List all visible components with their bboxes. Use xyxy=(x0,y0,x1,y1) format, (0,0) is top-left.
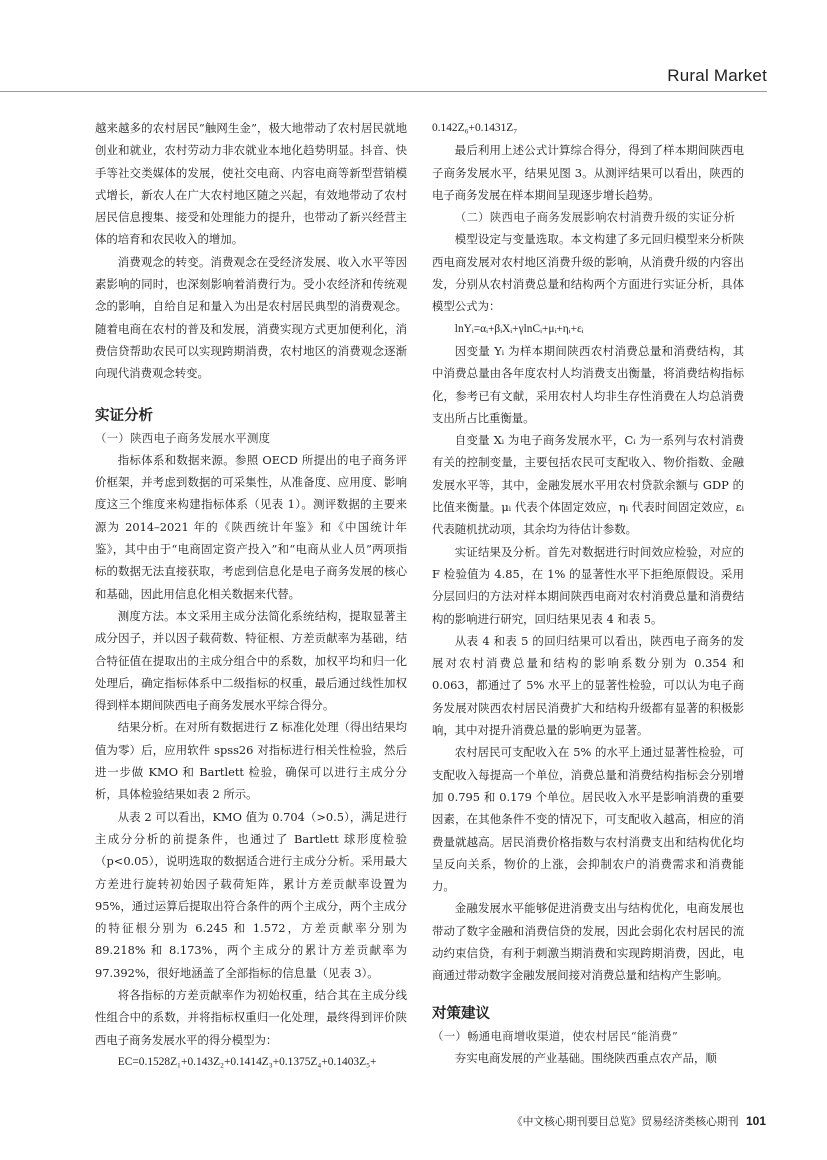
paragraph: 从表 4 和表 5 的回归结果可以看出，陕西电子商务的发展对农村消费总量和结构的影响系数分别为 0.354 和 0.063，都通过了 5% 水平上的显著性检验，可以认为电子商务发展对陕西农村居民消费扩大和结构升级都有显著的积极影响，其中对提升消费总量的影响更为显著。 xyxy=(432,633,744,738)
running-header-title: Rural Market xyxy=(667,66,767,85)
paragraph: 实证结果及分析。首先对数据进行时间效应检验，对应的 F 检验值为 4.85，在 1% 的显著性水平下拒绝原假设。采用分层回归的方法对样本期间陕西电商对农村消费总量和消费结构的影响进行研究，回归结果见表 4 和表 5。 xyxy=(432,544,744,626)
paragraph: 最后利用上述公式计算综合得分，得到了样本期间陕西电子商务发展水平，结果见图 3。从测评结果可以看出，陕西的电子商务发展在样本期间呈现逐步增长趋势。 xyxy=(432,143,744,202)
paragraph: 因变量 Yᵢ 为样本期间陕西农村消费总量和消费结构，其中消费总量由各年度农村人均消费支出衡量，将消费结构指标化，参考已有文献，采用农村人均非生存性消费在人均总消费支出所占比重衡量。 xyxy=(432,343,744,425)
section-heading-empirical: 实证分析 xyxy=(95,407,153,424)
paragraph: 夯实电商发展的产业基础。围绕陕西重点农产品，顺 xyxy=(454,1050,717,1065)
formula-continuation: 0.142Z₆+0.1431Z₇ xyxy=(432,122,518,134)
page-footer xyxy=(512,1114,766,1129)
paragraph: 从表 2 可以看出，KMO 值为 0.704（>0.5），满足进行主成分分析的前提条件，也通过了 Bartlett 球形度检验（p<0.05），说明选取的数据适合进行主成分分析。采用最大方差进行旋转初始因子载荷矩阵，累计方差贡献率设置为 95%，通过运算后提取出符合条件的两个主成分，两个主成分的特征根分别为 6.245 和 1.572，方差贡献率分别为 89.218% 和 8.173%，两个主成分的累计方差贡献率为 97.392%，很好地涵盖了全部指标的信息量（见表 3）。 xyxy=(95,809,407,980)
paragraph: 自变量 Xᵢ 为电子商务发展水平，Cᵢ 为一系列与农村消费有关的控制变量，主要包括农民可支配收入、物价指数、金融发展水平等，其中，金融发展水平用农村贷款余额与 GDP 的比值来衡量。μᵢ 代表个体固定效应，ηᵢ 代表时间固定效应，εᵢ 代表随机扰动项，其余均为待估计参数。 xyxy=(432,433,744,537)
left-column xyxy=(95,117,407,1073)
paragraph: 消费观念的转变。消费观念在受经济发展、收入水平等因素影响的同时，也深刻影响着消费行为。受小农经济和传统观念的影响，自给自足和量入为出是农村居民典型的消费观念。随着电商在农村的普及和发展，消费实现方式更加便利化，消费信贷帮助农民可以实现跨期消费，农村地区的消费观念逐渐向现代消费观念转变。 xyxy=(95,254,407,381)
formula-regression-model: lnYᵢ=αᵢ+βᵢXᵢ+γlnCᵢ+μᵢ+ηᵢ+εᵢ xyxy=(454,322,584,335)
paragraph: 金融发展水平能够促进消费支出与结构优化，电商发展也带动了数字金融和消费信贷的发展，因此会弱化农村居民的流动约束信贷，有利于刺激当期消费和实现跨期消费，因此，电商通过带动数字金融发展间接对消费总量和结构产生影响。 xyxy=(432,901,744,983)
subsection-heading: （一）陕西电子商务发展水平测度 xyxy=(95,430,271,445)
paragraph: 农村居民可支配收入在 5% 的水平上通过显著性检验，可支配收入每提高一个单位，消费总量和消费结构指标会分别增加 0.795 和 0.179 个单位。居民收入水平是影响消费的重要因素，在其他条件不变的情况下，可支配收入越高，相应的消费量就越高。居民消费价格指数与农村消费支出和结构优化均呈反向关系，物价的上涨，会抑制农户的消费需求和消费能力。 xyxy=(432,745,744,894)
section-heading-policy: 对策建议 xyxy=(432,1005,490,1022)
paragraph: 结果分析。在对所有数据进行 Z 标准化处理（得出结果均值为零）后，应用软件 spss26 对指标进行相关性检验，然后进一步做 KMO 和 Bartlett 检验，确保可以进行主成分分析，具体检验结果如表 2 所示。 xyxy=(95,720,407,802)
page-number: 101 xyxy=(745,1114,766,1128)
paragraph: 测度方法。本文采用主成分法简化系统结构，提取显著主成分因子，并以因子载荷数、特征根、方差贡献率为基础，结合特征值在提取出的主成分组合中的系数，加权平均和归一化处理后，确定指标体系中二级指标的权重，最后通过线性加权得到样本期间陕西电子商务发展水平综合得分。 xyxy=(95,608,407,713)
formula-score-model: EC=0.1528Z₁+0.143Z₂+0.1414Z₃+0.1375Z₄+0.1403Z₅+ xyxy=(117,1055,377,1068)
footer-journal: 《中文核心期刊要目总览》贸易经济类核心期刊 xyxy=(511,1115,739,1128)
paragraph: 指标体系和数据来源。参照 OECD 所提出的电子商务评价框架，并考虑到数据的可采集性，从准备度、应用度、影响度这三个维度来构建指标体系（见表 1）。测评数据的主要来源为 2014–2021 年的《陕西统计年鉴》和《中国统计年鉴》，其中由于“电商固定资产投入”和“电商从业人员”两项指标的数据无法直接获取，考虑到信息化是电子商务发展的核心和基础，因此用信息化相关数据来代替。 xyxy=(95,452,407,601)
right-column xyxy=(432,117,744,1069)
paragraph: 模型设定与变量选取。本文构建了多元回归模型来分析陕西电商发展对农村地区消费升级的影响，从消费升级的内容出发，分别从农村消费总量和结构两个方面进行实证分析，具体模型公式为： xyxy=(432,232,744,314)
paragraph: 越来越多的农村居民“触网生金”，极大地带动了农村居民就地创业和就业，农村劳动力非农就业本地化趋势明显。抖音、快手等社交类媒体的发展，使社交电商、内容电商等新型营销模式增长，新农人在广大农村地区随之兴起，有效地带动了农村居民信息搜集、接受和处理能力的提升，也带动了新兴经营主体的培育和农民收入的增加。 xyxy=(95,121,407,247)
paragraph: 将各指标的方差贡献率作为初始权重，结合其在主成分线性组合中的系数，并将指标权重归一化处理，最终得到评价陕西电子商务发展水平的得分模型为： xyxy=(95,987,407,1047)
subsection-heading: （二）陕西电子商务发展影响农村消费升级的实证分析 xyxy=(454,210,736,225)
header-rule xyxy=(0,91,767,92)
subsection-heading: （一）畅通电商增收渠道，使农村居民“能消费” xyxy=(432,1028,679,1043)
